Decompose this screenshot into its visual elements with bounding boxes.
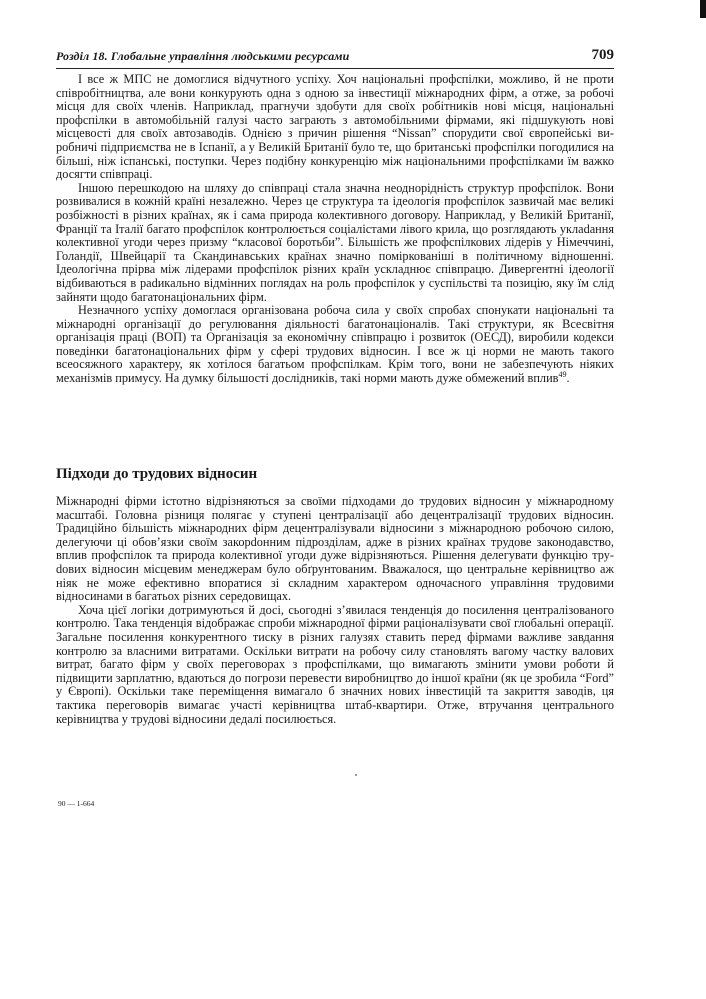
page-number: 709	[591, 47, 614, 63]
paragraph: Міжнародні фірми істотно відрізняються за своїми підходами до трудових відносин у міжнародному масштабі. Головна різниця полягає у ступені централізації або децентралізації трудових відносин. Традиційно більшість міжнародних фірм децентралізували відносини з міжнародною робочою силою, делегуючи ці обов’язки своїм закорdонним підрозділам, адже в різних країнах трудове законодавство, вплив профспілок та природа колективної угоди дуже відрізняються. Рішення делегувати функцію труdових відносин місцевим менеджерам було обґрунтованим. Вважалося, що центральне керівництво аж ніяк не може ефективно впоратися зі складним характером одночасного управління трудовими відносинами в багатьох різних середовищах.	[56, 494, 614, 604]
chapter-label: Розділ 18.	[56, 49, 108, 63]
section-heading: Підходи до трудових відносин	[56, 466, 258, 482]
paragraph: Хоча цієї логіки дотримуються й досі, сьогодні з’явилася тенденція до посилення централізованого контролю. Така тенденція відображає спроби міжнародної фірми раціоналізувати свої глобальні операції. Загальне посилення конкурентного тиску в різних галузях ставить перед фірмами важливе завдання контролю за власними витратами. Оскільки витрати на робочу силу становлять вагому частку валових витрат, багато фірм у своїх переговорах з профспілками, що вимагають змінити умови роботи й підвищити зарплатню, вдаються до погрози перевести виробництво до іншої країни (як це зробила “Ford” у Європі). Оскільки таке переміщення вимагало б значних нових інвестицій та закриття заводів, ця тактика переговорів вимагає участі керівництва штаб-квартири. Отже, втручання центрального керівництва у трудові відносини дедалі посилюється.	[56, 602, 614, 726]
paragraph-end: .	[566, 371, 570, 386]
paragraph: Іншою перешкодою на шляху до співпраці стала значна неоднорідність структур профспілок. Вони розвивалися в кожній країні незалежно. Через це структура та ідеологія профспілок зазвичай має великі розбіжності в різних країнах, як і сама природа колективного договору. Наприклад, у Великій Британії, Франції та Італії багато профспілок контролюється соціалістами лівого крила, що розглядають уклаdання колективної угоди через призму “класової боротьби”. Більшість же профспілкових лідерів у Німеччині, Голандії, Швейцарії та Скандинавських країнах значно поміркованіші в політичному відношенні. Ідеологічна прірва між лідерами профспілок різних країн ускладнює співпрацю. Дивергентні ідеології відбиваються в раdикально відмінних поглядах на роль профспілок у суспільстві та позицію, яку їм слід зайняти щодо багатонаціональних фірм.	[56, 180, 614, 304]
header-rule	[56, 68, 614, 69]
section-labour-relations	[56, 495, 614, 726]
paragraph-with-footnote	[56, 304, 614, 386]
print-code: 90 — 1-664	[58, 799, 95, 808]
scan-edge-mark	[700, 0, 706, 18]
scan-speck	[355, 774, 357, 776]
chapter-title: Глобальне управління людськими ресурсами	[110, 49, 350, 63]
footnote-reference: 49	[558, 370, 567, 380]
running-header	[56, 47, 614, 67]
chapter-heading	[56, 49, 349, 64]
paragraph-text: Незначного успіху домоглася організована робоча сила у своїх спробах спонукати національні та міжнародні організації до регулювання діяльності багатонаціоналів. Такі структури, як Всесвітня організація праці (ВОП) та Організація за економічну співпрацю і розвиток (ОЕСД), виробили кодекси поведінки багатонаціональних фірм у сфері трудових відносин. І все ж ці норми не мають такого всеосяжного характеру, як хотілося багатьом профспілкам. Крім того, вони не забезпечують ніяких механізмів примусу. На думку більшості дослідників, такі норми мають дуже обмежений вплив	[56, 303, 614, 386]
section-labour-unions	[56, 73, 614, 386]
paragraph: І все ж МПС не домоглися відчутного успіху. Хоч національні профспілки, можливо, й не проти співробітництва, але вони конкурують одна з одною за інвестиції міжнародних фірм, а отже, за робочі місця для своїх членів. Наприклад, прагнучи здобути для своїх робітників нові місця, національні профспілки в автомобільній галузі часто заграють з автомобільними фірмами, які підшукують нові місцевості для своїх автозаводів. Однією з причин рішення “Nissan” спорудити свої європейські виробничі підприємства не в Іспанії, а у Великій Британії було те, що британські профспілки погодилися на більші, ніж іспанські, поступки. Через подібну конкуренцію між національними профспілками їм важко досягти співпраці.	[56, 72, 614, 182]
